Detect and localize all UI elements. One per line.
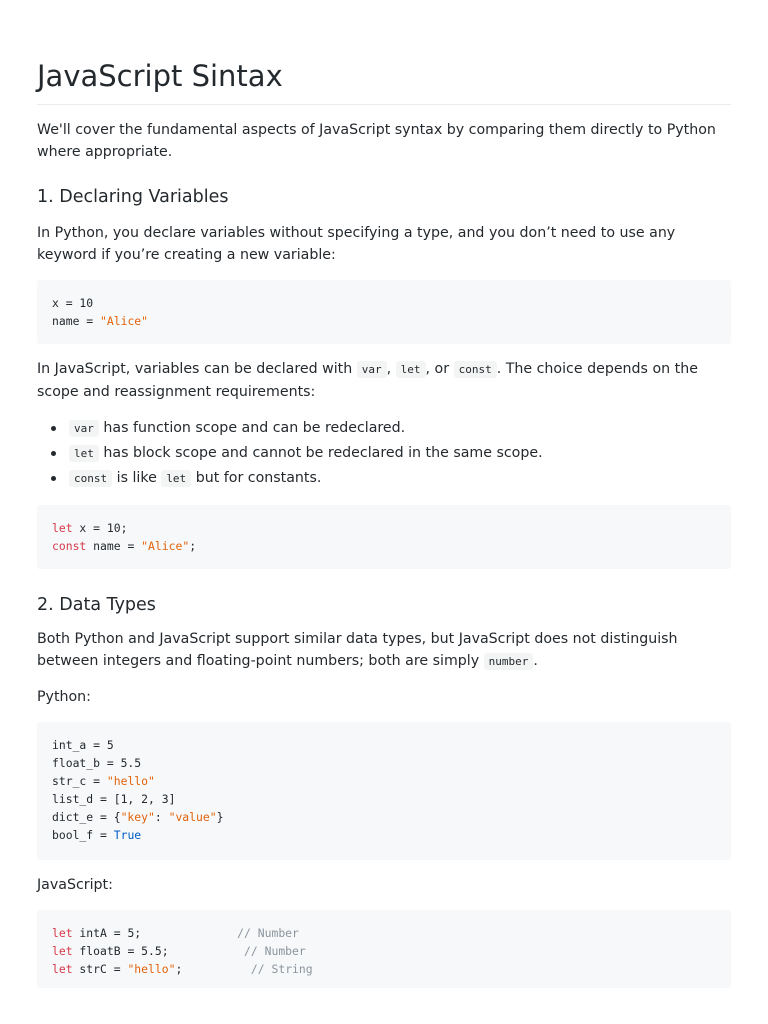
code-string: "Alice" xyxy=(141,539,190,553)
code-text: name = xyxy=(52,314,101,328)
code-comment: // Number xyxy=(237,926,299,940)
code-text: floatB = 5.5; xyxy=(72,944,245,958)
code-text: x = 10; xyxy=(72,521,128,535)
text: but for constants. xyxy=(191,470,322,486)
code-text: bool_f = xyxy=(52,828,114,842)
code-keyword: let xyxy=(52,521,73,535)
code-line xyxy=(52,828,141,842)
code-text: str_c = xyxy=(52,774,107,788)
inline-code-var: var xyxy=(357,361,387,378)
javascript-code-block xyxy=(37,505,731,569)
inline-code-let: let xyxy=(161,470,191,487)
code-text: } xyxy=(216,810,224,824)
python-label: Python: xyxy=(37,689,91,705)
text: . The choice depends on the scope and reassignment requirements: xyxy=(37,361,698,400)
python-code-block xyxy=(37,280,731,344)
code-line: x = 10 xyxy=(52,296,94,310)
inline-code-let: let xyxy=(396,361,426,378)
python-variables-paragraph: In Python, you declare variables without specifying a type, and you don’t need to use any keyword if you’re creating a new variable: xyxy=(37,225,676,263)
python-data-types-code-block xyxy=(37,722,731,860)
code-keyword: let xyxy=(52,926,73,940)
text: . xyxy=(533,653,538,669)
text: In JavaScript, variables can be declared with xyxy=(37,361,357,377)
code-line: list_d = [1, 2, 3] xyxy=(52,792,176,806)
code-string: "hello" xyxy=(106,774,155,788)
code-line xyxy=(52,314,148,328)
list-item xyxy=(69,466,731,491)
code-line xyxy=(52,539,196,553)
code-comment: // Number xyxy=(244,944,306,958)
keyword-list xyxy=(37,416,731,491)
code-text: ; xyxy=(189,539,197,553)
text: Both Python and JavaScript support similar data types, but JavaScript does not distinguish between integers and floating-point numbers; both are simply xyxy=(37,631,678,669)
code-line xyxy=(52,774,155,788)
inline-code-number: number xyxy=(484,653,534,670)
javascript-data-types-code-block xyxy=(37,910,731,988)
code-text: strC = xyxy=(72,962,128,976)
code-keyword: const xyxy=(52,539,87,553)
code-line: float_b = 5.5 xyxy=(52,756,142,770)
javascript-variables-paragraph xyxy=(37,358,731,403)
code-line xyxy=(52,521,127,535)
code-line: int_a = 5 xyxy=(52,738,114,752)
list-item xyxy=(69,441,731,466)
inline-code-const: const xyxy=(69,470,112,487)
code-line xyxy=(52,926,299,940)
page-title: JavaScript Sintax xyxy=(37,0,731,105)
code-keyword: let xyxy=(52,962,73,976)
text: is like xyxy=(112,470,162,486)
list-item xyxy=(69,416,731,441)
intro-paragraph: We'll cover the fundamental aspects of JavaScript syntax by comparing them directly to Python where appropriate. xyxy=(37,122,716,160)
code-string: "hello" xyxy=(127,962,176,976)
code-string: "key" xyxy=(120,810,155,824)
code-text: name = xyxy=(86,539,142,553)
code-line xyxy=(52,944,306,958)
section-heading-data-types: 2. Data Types xyxy=(37,595,156,615)
text: , xyxy=(386,361,392,377)
code-line xyxy=(52,962,313,976)
code-text: intA = 5; xyxy=(72,926,238,940)
section-heading-declaring-variables: 1. Declaring Variables xyxy=(37,187,229,207)
text: , or xyxy=(425,361,450,377)
javascript-label: JavaScript: xyxy=(37,877,113,893)
code-text: ; xyxy=(175,962,251,976)
code-string: "value" xyxy=(168,810,217,824)
code-boolean: True xyxy=(113,828,142,842)
code-keyword: let xyxy=(52,944,73,958)
code-text: dict_e = { xyxy=(52,810,121,824)
code-comment: // String xyxy=(250,962,313,976)
inline-code-const: const xyxy=(454,361,497,378)
code-string: "Alice" xyxy=(100,314,149,328)
text: has function scope and can be redeclared. xyxy=(98,420,406,436)
inline-code-let: let xyxy=(69,445,99,462)
data-types-paragraph xyxy=(37,628,731,673)
code-text: : xyxy=(154,810,169,824)
text: has block scope and cannot be redeclared in the same scope. xyxy=(98,445,543,461)
code-line xyxy=(52,810,223,824)
inline-code-var: var xyxy=(69,420,99,437)
